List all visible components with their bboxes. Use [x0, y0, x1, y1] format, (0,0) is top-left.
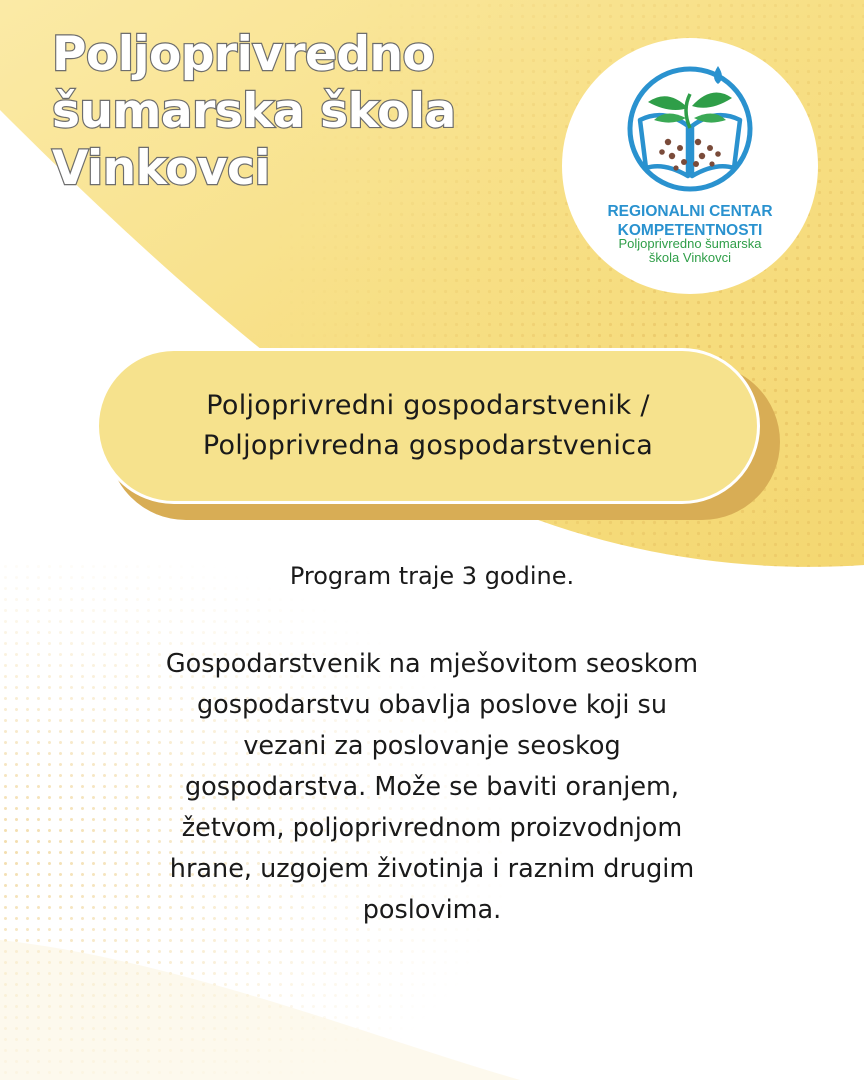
book-plant-icon [618, 58, 762, 200]
program-title-line-1: Poljoprivredni gospodarstvenik / [206, 390, 650, 421]
program-description: Gospodarstvenik na mješovitom seoskom gospodarstvu obavlja poslove koji su vezani za poslovanje seoskog gospodarstva. Može se baviti oranjem, žetvom, poljoprivrednom proizvodnjom hrane, uzgojem životinja i raznim drugim poslovima. [165, 649, 699, 925]
title-line-2: šumarska škola [52, 84, 456, 139]
logo-heading [562, 202, 818, 240]
logo-line-4: škola Vinkovci [648, 250, 732, 265]
title-line-1: Poljoprivredno [52, 27, 435, 82]
logo-subheading [562, 237, 818, 265]
program-title-line-2: Poljoprivredna gospodarstvenica [202, 430, 654, 461]
logo-line-3: Poljoprivredno šumarska [618, 236, 762, 251]
logo-line-1: REGIONALNI CENTAR [607, 203, 773, 220]
program-card [96, 348, 760, 504]
regional-center-logo [562, 38, 818, 294]
program-duration: Program traje 3 godine. [289, 562, 575, 590]
title-line-3: Vinkovci [52, 141, 271, 196]
logo-line-2: KOMPETENTNOSTI [617, 222, 763, 239]
school-title [52, 26, 456, 197]
